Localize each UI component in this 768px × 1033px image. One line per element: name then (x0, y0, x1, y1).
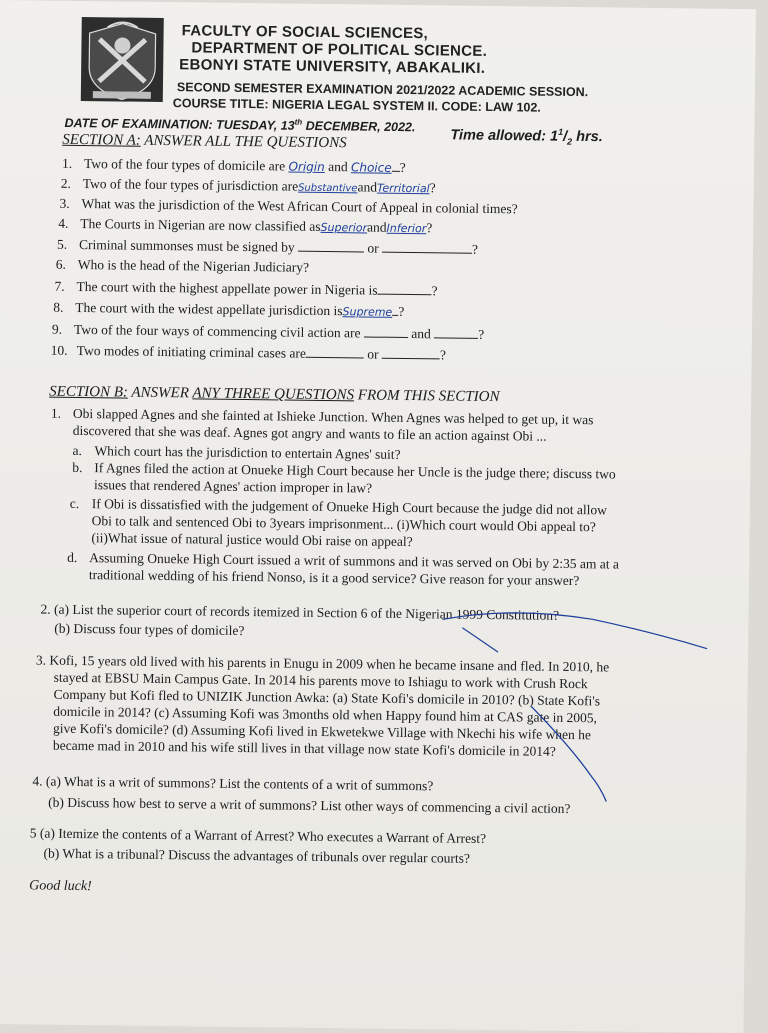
section-a-question-5: 5. Criminal summonses must be signed by or ? (56, 236, 479, 257)
section-a-question-6: 6. Who is the head of the Nigerian Judiciary? (55, 256, 310, 275)
university-crest-logo (79, 15, 166, 104)
section-b-question-1: 1. Obi slapped Agnes and she fainted at Ishieke Junction. When Agnes was helped to get up, it was discovered that she was deaf. Agnes got angry and wants to file an action against Obi ... (50, 405, 594, 444)
faculty-heading: FACULTY OF SOCIAL SCIENCES, (181, 22, 429, 43)
exam-date: DATE OF EXAMINATION: TUESDAY, 13th DECEMBER, 2022. (64, 115, 416, 135)
section-b-question-3: 3. Kofi, 15 years old lived with his parents in Enugu in 2009 when he became insane and fled. In 2010, he stayed at EBSU Main Campus Gate. In 2014 his parents move to Ishiagu to work with Crush Rock Company but Kofi fled to UNIZIK Junction Awka: (a) State Kofi's domicile in 2010? (b) State Kofi's domicile in 2014? (c) Assuming Kofi was 3months old when Happy found him at CAS gate in 2005, give Kofi's domicile? (d) Assuming Kofi lived in Ekwetekwe Village with Nkechi his wife when he became mad in 2010 and his wife still lives in that village now state Kofi's domicile in 2014? (35, 652, 610, 759)
question-4a: 4. (a) What is a writ of summons? List the contents of a writ of summons? (32, 773, 434, 794)
university-heading: EBONYI STATE UNIVERSITY, ABAKALIKI. (179, 56, 486, 77)
question-5b: (b) What is a tribunal? Discuss the advantages of tribunals over regular courts? (43, 845, 471, 866)
question-2a: 2. (a) List the superior court of records itemized in Section 6 of the Nigerian 1999 Constitution? (40, 601, 560, 623)
section-a-question-1: 1. Two of the four types of domicile are Origin and Choice ? (61, 155, 406, 175)
section-a-heading: SECTION A: ANSWER ALL THE QUESTIONS (62, 131, 347, 152)
section-b-question-5 (29, 824, 709, 869)
good-luck-note: Good luck! (29, 878, 92, 895)
section-a-question-7: 7. The court with the highest appellate power in Nigeria is ? (54, 278, 438, 299)
section-b-question-1c: c. If Obi is dissatisfied with the judgement of Onueke High Court because the judge did not allow Obi to talk and sentenced Obi to 3years imprisonment... (i)Which court would Obi appeal to? (ii)What issue of natural justice would Obi raise on appeal? (69, 495, 608, 550)
section-b-heading: SECTION B: ANSWER ANY THREE QUESTIONS FROM THIS SECTION (49, 383, 500, 406)
exam-heading: SECOND SEMESTER EXAMINATION 2021/2022 ACADEMIC SESSION. (176, 80, 589, 100)
section-b-question-4 (32, 772, 712, 818)
section-b-question-2 (40, 601, 700, 645)
section-a-question-3: 3. What was the jurisdiction of the West African Court of Appeal in colonial times? (59, 195, 518, 217)
section-a-question-10: 10. Two modes of initiating criminal cases are or ? (50, 342, 447, 363)
time-allowed: Time allowed: $1^1/_2$ hrs. (450, 126, 603, 147)
section-a-question-2: 2. Two of the four types of jurisdiction areSubstantiveandTerritorial? (60, 175, 436, 196)
department-heading: DEPARTMENT OF POLITICAL SCIENCE. (191, 39, 488, 60)
section-b-question-1a: a. Which court has the jurisdiction to entertain Agnes' suit? (72, 442, 401, 462)
question-4b: (b) Discuss how best to serve a writ of summons? List other ways of commencing a civil action? (48, 794, 571, 817)
section-b-question-1d: d. Assuming Onueke High Court issued a writ of summons and it was served on Obi by 2:35 am at a traditional wedding of his friend Nonso, is it a good service? Give reason for your answer? (67, 549, 620, 589)
section-b-question-1b: b. If Agnes filed the action at Onueke High Court because her Uncle is the judge there; discuss two issues that rendered Agnes' action improper in law? (72, 459, 616, 496)
section-a-question-8: 8. The court with the widest appellate jurisdiction isSupreme ? (53, 299, 405, 319)
question-2b: (b) Discuss four types of domicile? (54, 620, 245, 639)
section-a-question-4: 4. The Courts in Nigerian are now classified asSuperiorandInferior? (58, 215, 433, 236)
course-heading: COURSE TITLE: NIGERIA LEGAL SYSTEM II. CODE: LAW 102. (172, 96, 541, 115)
question-5a: 5 (a) Itemize the contents of a Warrant of Arrest? Who executes a Warrant of Arrest? (29, 825, 487, 847)
section-a-question-9: 9. Two of the four ways of commencing civil action are and ? (51, 321, 485, 342)
